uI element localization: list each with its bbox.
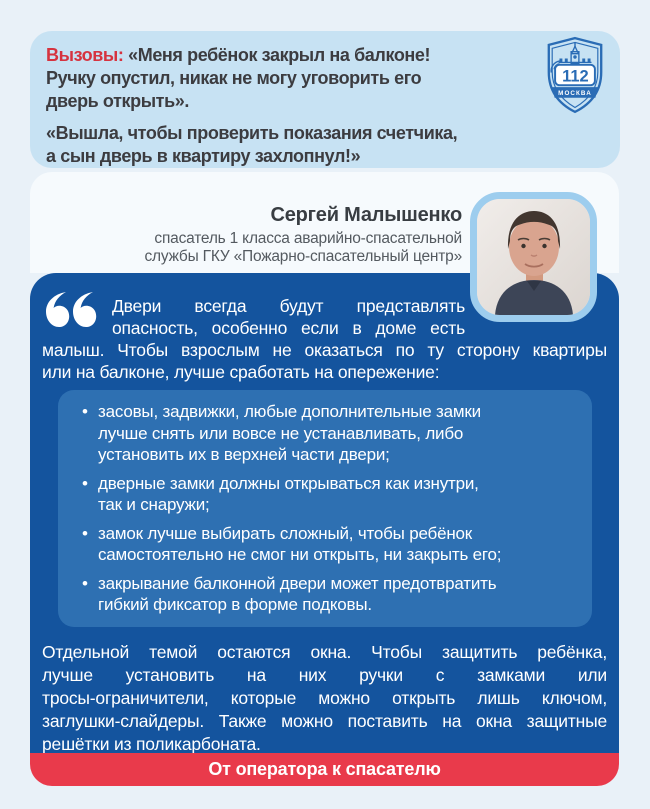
quote-line-2: опасность, особенно если в доме есть [112, 318, 465, 338]
quote-line-1: Двери всегда будут представлять [112, 296, 465, 316]
call-1-line-2: Ручку опустил, никак не могу уговорить его [46, 68, 422, 88]
windows-line-3: тросы-ограничители, которые можно открыть лишь ключом, [42, 687, 607, 708]
expert-block [0, 204, 462, 266]
footer-banner [30, 753, 619, 786]
tip-1-line-3: установить их в верхней части двери; [98, 445, 390, 464]
badge-city: МОСКВА [558, 90, 592, 98]
tip-2-line-2: так и снаружи; [98, 495, 210, 514]
windows-line-5: решётки из поликарбоната. [42, 733, 261, 754]
quote-box [30, 273, 619, 753]
tip-1-line-1: • засовы, задвижки, любые дополнительные замки [98, 402, 481, 421]
call-quote-2 [46, 122, 516, 168]
tip-3-line-1: • замок лучше выбирать сложный, чтобы ребёнок [98, 523, 472, 543]
tips-list [58, 401, 578, 616]
badge-number: 112 [562, 67, 589, 86]
windows-line-2: лучше установить на них ручки с замками или [42, 664, 607, 685]
calls-card [30, 31, 620, 168]
windows-line-1: Отдельной темой остаются окна. Чтобы защитить ребёнка, [42, 641, 607, 662]
footer-banner-label: От оператора к спасателю [208, 759, 441, 779]
badge-112-moscow-icon [542, 36, 608, 114]
calls-label: Вызовы: [46, 45, 124, 65]
tip-4-line-2: гибкий фиксатор в форме подковы. [98, 595, 372, 614]
list-item [98, 573, 578, 616]
tip-1-line-2: лучше снять или вовсе не устанавливать, либо [98, 423, 464, 443]
expert-title-line-2: службы ГКУ «Пожарно-спасательный центр» [144, 248, 462, 265]
expert-title-line-1: спасатель 1 класса аварийно-спасательной [154, 230, 462, 247]
tips-list-box [58, 390, 592, 627]
call-1-line-3: дверь открыть». [46, 91, 189, 111]
list-item [98, 473, 578, 516]
list-item [98, 523, 578, 566]
windows-paragraph [42, 641, 607, 756]
windows-line-4: заглушки-слайдеры. Также можно поставить на окна защитные [42, 710, 607, 731]
call-2-line-1: «Вышла, чтобы проверить показания счетчика, [46, 123, 458, 143]
quote-line-3: малыш. Чтобы взрослым не оказаться по ту сторону квартиры [42, 340, 607, 360]
calls-text [46, 44, 516, 168]
call-2-line-2: а сын дверь в квартиру захлопнул!» [46, 146, 361, 166]
list-item [98, 401, 578, 466]
expert-name: Сергей Малышенко [270, 204, 462, 226]
tip-2-line-1: • дверные замки должны открываться как изнутри, [98, 473, 479, 493]
quote-line-4: или на балконе, лучше сработать на опережение: [42, 362, 440, 382]
expert-photo [470, 192, 597, 322]
tip-3-line-2: самостоятельно не смог ни открыть, ни закрыть его; [98, 545, 502, 564]
tip-4-line-1: • закрывание балконной двери может предотвратить [98, 573, 497, 593]
call-1-line-1: «Меня ребёнок закрыл на балконе! [128, 45, 431, 65]
call-quote-1 [46, 44, 516, 113]
quote-icon [45, 292, 97, 328]
